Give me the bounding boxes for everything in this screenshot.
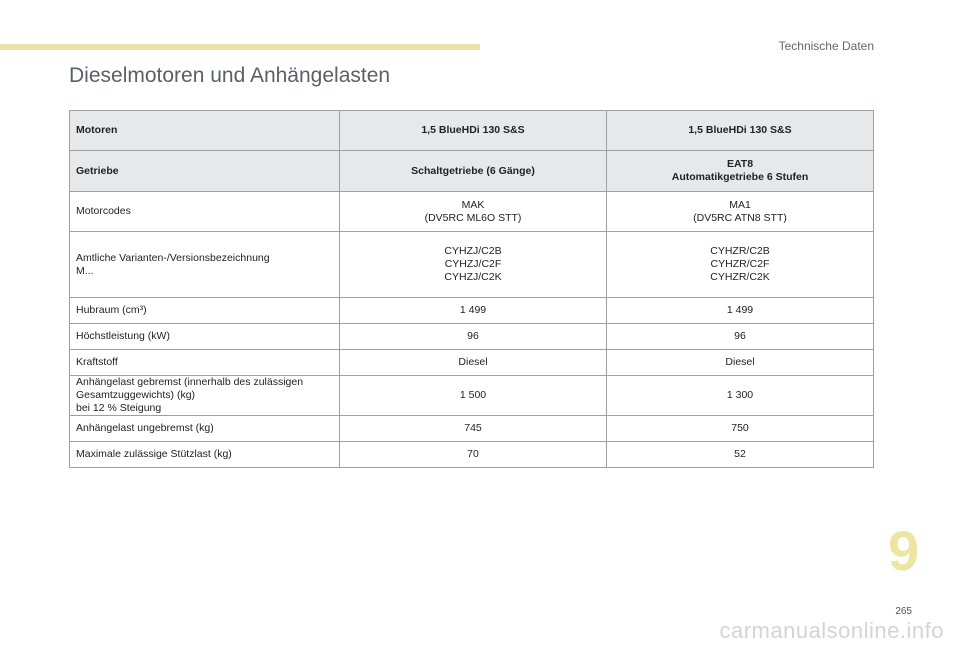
cell-value: 96 xyxy=(340,324,607,350)
row-label: Kraftstoff xyxy=(70,350,340,376)
cell-value: MA1 (DV5RC ATN8 STT) xyxy=(607,192,874,232)
cell-value: 1 500 xyxy=(340,376,607,416)
table-header-row-engines xyxy=(70,111,874,151)
cell-value: 750 xyxy=(607,416,874,442)
cell-value: CYHZJ/C2B CYHZJ/C2F CYHZJ/C2K xyxy=(340,232,607,298)
cell-value: Diesel xyxy=(607,350,874,376)
row-label: Motoren xyxy=(70,111,340,151)
table-row xyxy=(70,324,874,350)
table-row xyxy=(70,232,874,298)
cell-value: MAK (DV5RC ML6O STT) xyxy=(340,192,607,232)
table-row xyxy=(70,192,874,232)
table-row xyxy=(70,416,874,442)
cell-value: CYHZR/C2B CYHZR/C2F CYHZR/C2K xyxy=(607,232,874,298)
cell-gearbox-2: EAT8 Automatikgetriebe 6 Stufen xyxy=(607,151,874,192)
table-header-row-gearbox xyxy=(70,151,874,192)
page-title: Dieselmotoren und Anhängelasten xyxy=(69,64,391,87)
cell-value: 1 499 xyxy=(607,298,874,324)
cell-value: 1 300 xyxy=(607,376,874,416)
table-row xyxy=(70,376,874,416)
cell-gearbox-1: Schaltgetriebe (6 Gänge) xyxy=(340,151,607,192)
row-label: Getriebe xyxy=(70,151,340,192)
chapter-accent-bar xyxy=(0,44,480,50)
page-number: 265 xyxy=(895,606,912,617)
row-label: Höchstleistung (kW) xyxy=(70,324,340,350)
section-name: Technische Daten xyxy=(778,39,874,53)
cell-value: Diesel xyxy=(340,350,607,376)
cell-value: 96 xyxy=(607,324,874,350)
row-label: Hubraum (cm³) xyxy=(70,298,340,324)
cell-value: 745 xyxy=(340,416,607,442)
watermark: carmanualsonline.info xyxy=(719,618,944,643)
row-label: Amtliche Varianten-/Versionsbezeichnung M... xyxy=(70,232,340,298)
cell-value: 1 499 xyxy=(340,298,607,324)
table-row xyxy=(70,442,874,468)
table-row xyxy=(70,298,874,324)
row-label: Maximale zulässige Stützlast (kg) xyxy=(70,442,340,468)
row-label: Motorcodes xyxy=(70,192,340,232)
row-label: Anhängelast ungebremst (kg) xyxy=(70,416,340,442)
table-row xyxy=(70,350,874,376)
cell-engine-1: 1,5 BlueHDi 130 S&S xyxy=(340,111,607,151)
specs-table xyxy=(69,110,874,468)
cell-value: 70 xyxy=(340,442,607,468)
cell-value: 52 xyxy=(607,442,874,468)
cell-engine-2: 1,5 BlueHDi 130 S&S xyxy=(607,111,874,151)
row-label: Anhängelast gebremst (innerhalb des zulässigen Gesamtzuggewichts) (kg) bei 12 % Steigung xyxy=(70,376,340,416)
chapter-number: 9 xyxy=(888,519,920,582)
